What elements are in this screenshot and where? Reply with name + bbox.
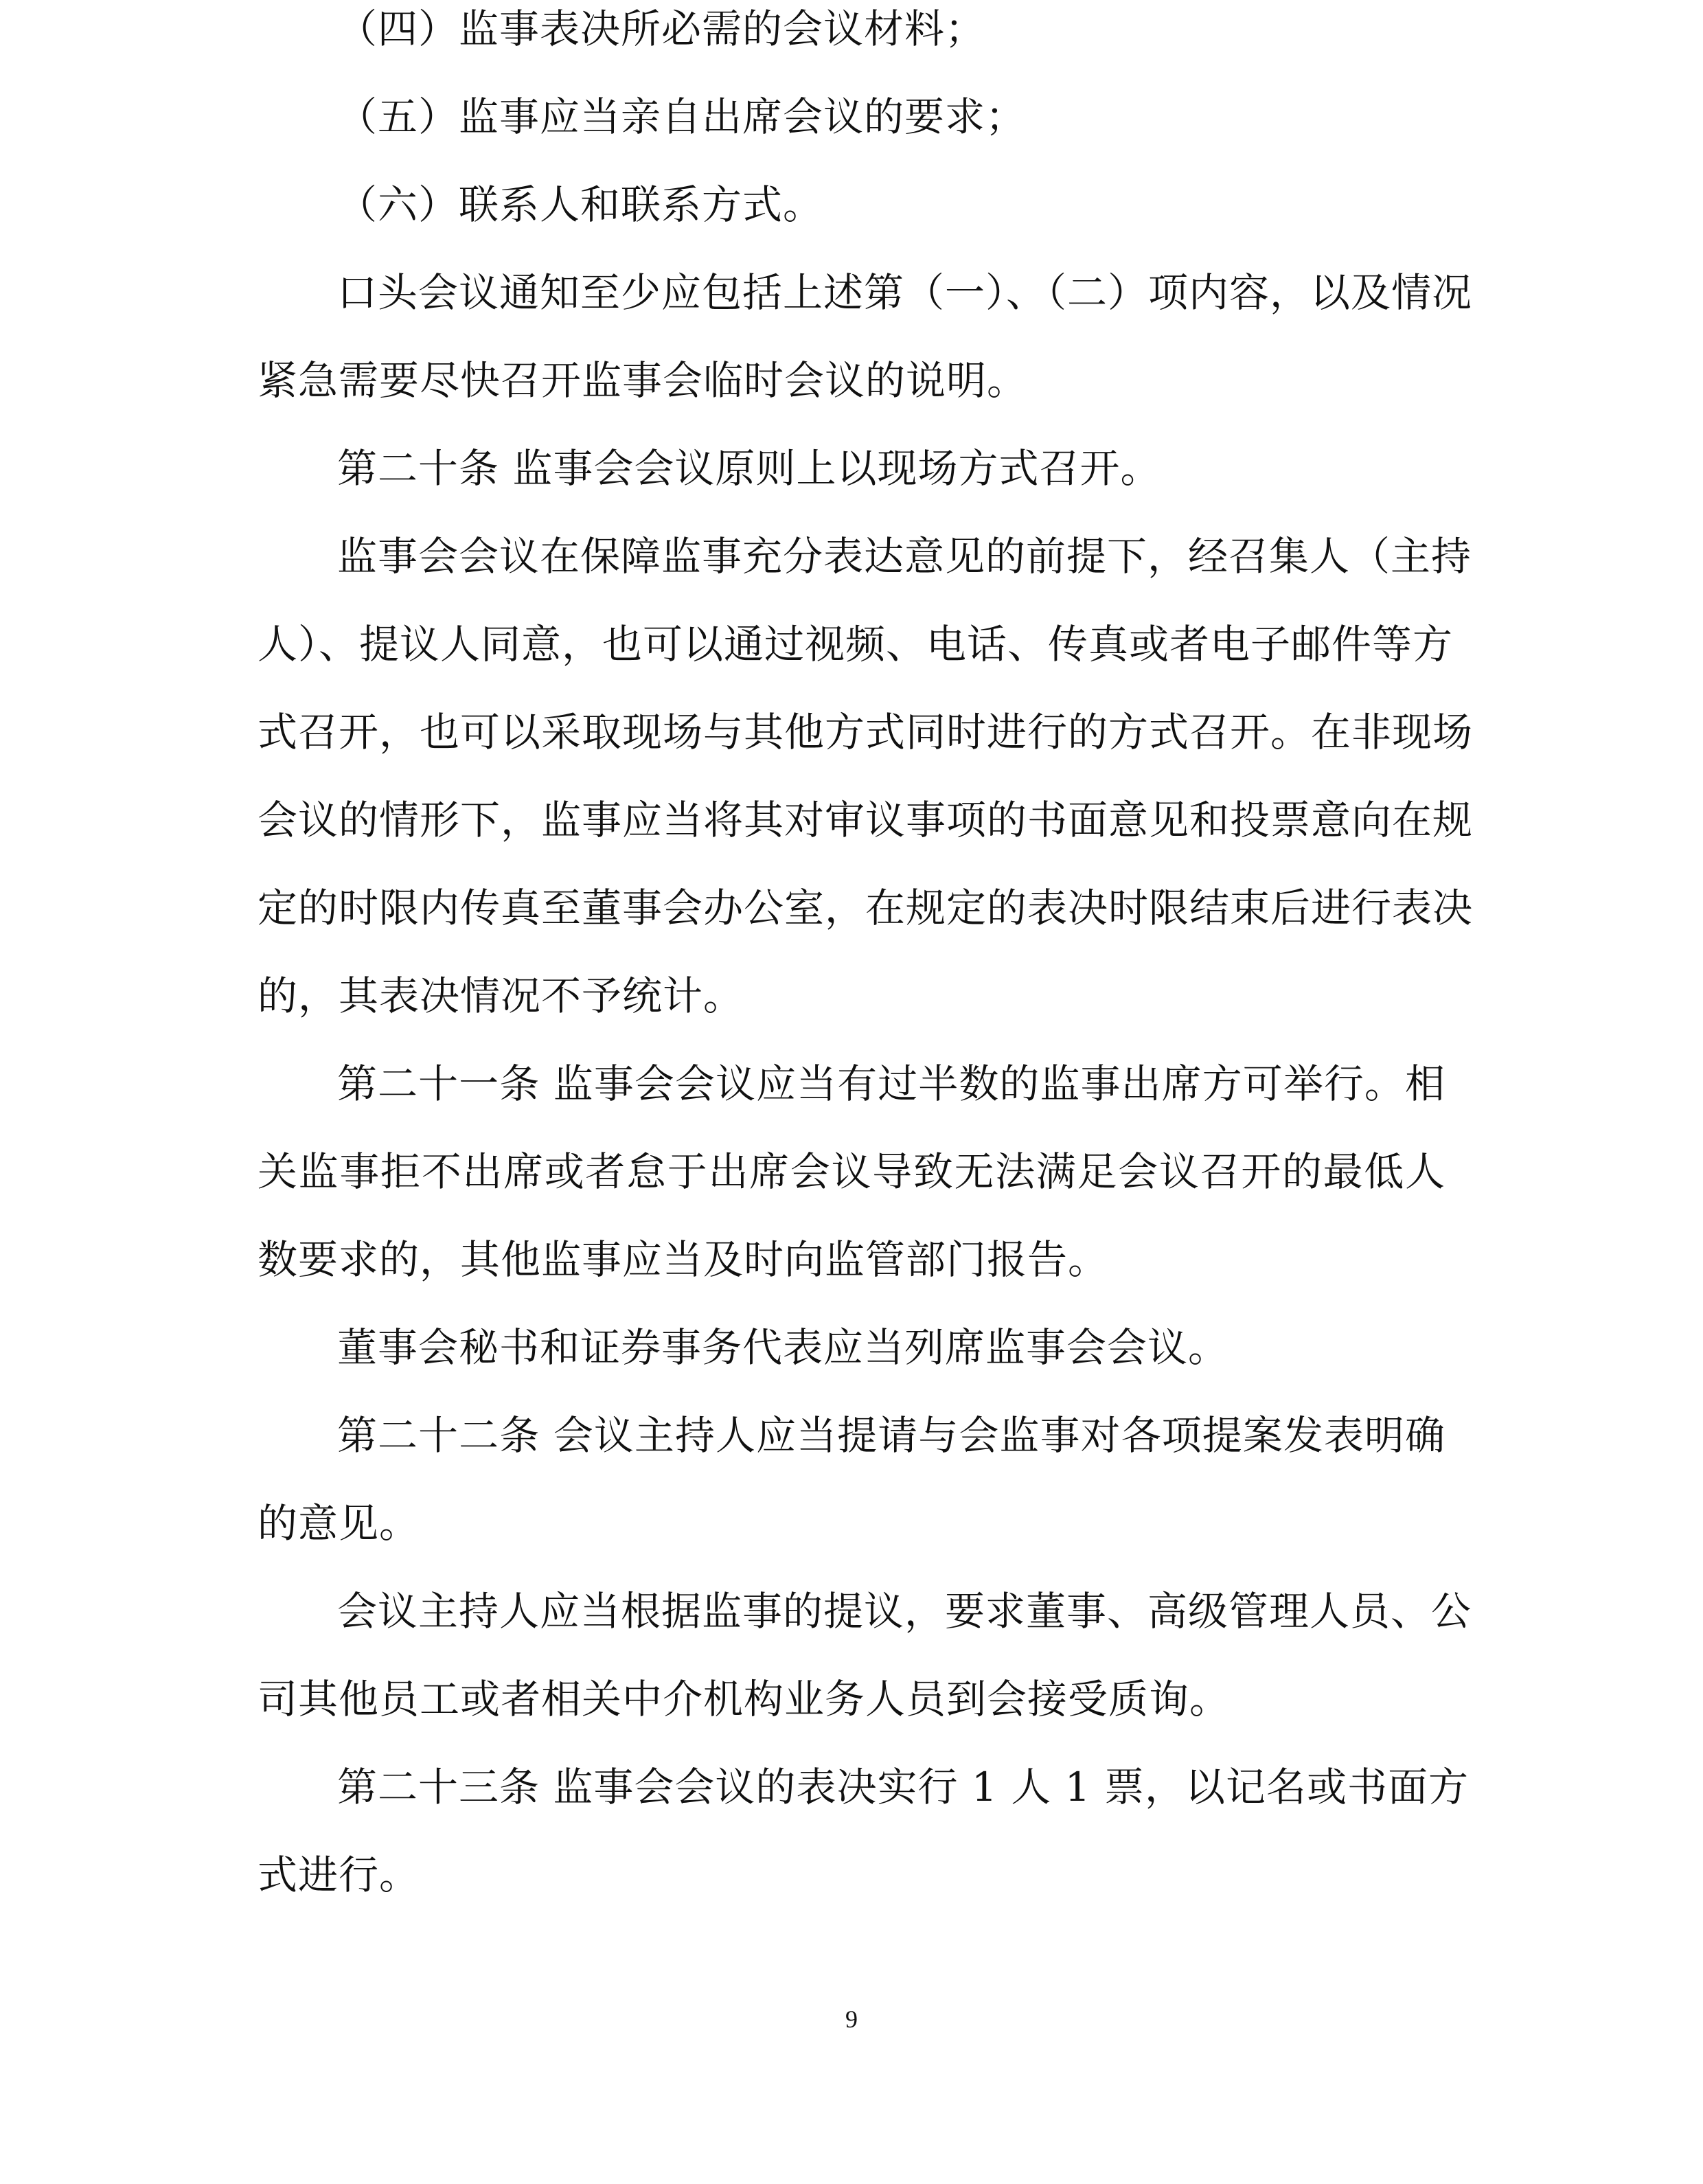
article-23-line-2: 式进行。 (258, 1852, 420, 1898)
inquiry-paragraph-line-1: 会议主持人应当根据监事的提议，要求董事、高级管理人员、公 (337, 1588, 1472, 1635)
article-21-line-2: 关监事拒不出席或者怠于出席会议导致无法满足会议召开的最低人 (258, 1148, 1445, 1195)
oral-notice-line-2: 紧急需要尽快召开监事会临时会议的说明。 (258, 357, 1028, 404)
inquiry-paragraph-line-2: 司其他员工或者相关中介机构业务人员到会接受质询。 (258, 1676, 1231, 1722)
oral-notice-line-1: 口头会议通知至少应包括上述第（一）、（二）项内容，以及情况 (337, 269, 1473, 316)
paragraph-remote-meeting-line-1: 监事会会议在保障监事充分表达意见的前提下，经召集人（主持 (337, 533, 1472, 580)
paragraph-remote-meeting-line-4: 会议的情形下，监事应当将其对审议事项的书面意见和投票意向在规 (258, 797, 1474, 843)
secretary-attendance-line: 董事会秘书和证券事务代表应当列席监事会会议。 (337, 1324, 1229, 1371)
page-number: 9 (845, 2005, 858, 2033)
paragraph-remote-meeting-line-5: 定的时限内传真至董事会办公室，在规定的表决时限结束后进行表决 (258, 885, 1474, 931)
article-21-line-1: 第二十一条 监事会会议应当有过半数的监事出席方可举行。相 (337, 1060, 1445, 1107)
article-20-line: 第二十条 监事会会议原则上以现场方式召开。 (337, 445, 1161, 492)
item-6-line: （六）联系人和联系方式。 (337, 181, 824, 228)
item-4-line: （四）监事表决所必需的会议材料； (337, 5, 986, 52)
item-5-line: （五）监事应当亲自出席会议的要求； (337, 93, 1027, 140)
paragraph-remote-meeting-line-2: 人）、提议人同意，也可以通过视频、电话、传真或者电子邮件等方 (258, 621, 1454, 668)
article-21-line-3: 数要求的，其他监事应当及时向监管部门报告。 (258, 1236, 1109, 1283)
article-22-line-2: 的意见。 (258, 1500, 420, 1547)
paragraph-remote-meeting-line-3: 式召开，也可以采取现场与其他方式同时进行的方式召开。在非现场 (258, 709, 1474, 755)
article-22-line-1: 第二十二条 会议主持人应当提请与会监事对各项提案发表明确 (337, 1412, 1445, 1459)
paragraph-remote-meeting-line-6: 的，其表决情况不予统计。 (258, 972, 744, 1019)
article-23-line-1: 第二十三条 监事会会议的表决实行 1 人 1 票，以记名或书面方 (337, 1764, 1469, 1810)
